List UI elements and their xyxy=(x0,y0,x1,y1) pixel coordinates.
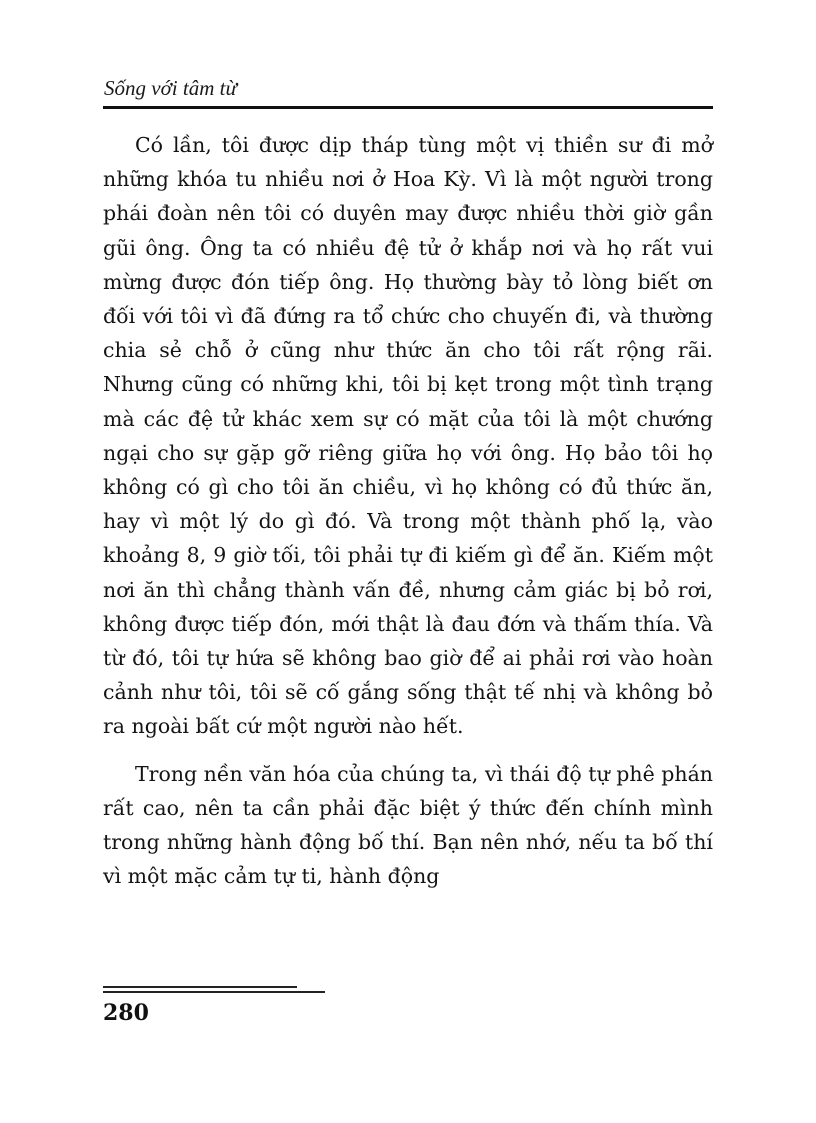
header-rule xyxy=(103,106,713,109)
running-head-title: Sống với tâm từ xyxy=(104,76,237,100)
paragraph: Trong nền văn hóa của chúng ta, vì thái độ tự phê phán rất cao, nên ta cần phải đặc biệt ý thức đến chính mình trong những hành động bố thí. Bạn nên nhớ, nếu ta bố thí vì một mặc cảm tự ti, hành động xyxy=(103,761,713,889)
page-number: 280 xyxy=(103,1000,149,1026)
body-text xyxy=(103,128,713,893)
paragraph: Có lần, tôi được dịp tháp tùng một vị thiền sư đi mở những khóa tu nhiều nơi ở Hoa Kỳ. Vì là một người trong phái đoàn nên tôi có duyên may được nhiều thời giờ gần gũi ông. Ông ta có nhiều đệ tử ở khắp nơi và họ rất vui mừng được đón tiếp ông. Họ thường bày tỏ lòng biết ơn đối với tôi vì đã đứng ra tổ chức cho chuyến đi, và thường chia sẻ chỗ ở cũng như thức ăn cho tôi rất rộng rãi. Nhưng cũng có những khi, tôi bị kẹt trong một tình trạng mà các đệ tử khác xem sự có mặt của tôi là một chướng ngại cho sự gặp gỡ riêng giữa họ với ông. Họ bảo tôi họ không có gì cho tôi ăn chiều, vì họ không có đủ thức ăn, hay vì một lý do gì đó. Và trong một thành phố lạ, vào khoảng 8, 9 giờ tối, tôi phải tự đi kiếm gì để ăn. Kiếm một nơi ăn thì chẳng thành vấn đề, nhưng cảm giác bị bỏ rơi, không được tiếp đón, mới thật là đau đớn và thấm thía. Và từ đó, tôi tự hứa sẽ không bao giờ để ai phải rơi vào hoàn cảnh như tôi, tôi sẽ cố gắng sống thật tế nhị và không bỏ ra ngoài bất cứ một người nào hết. xyxy=(103,133,713,739)
footer-rule xyxy=(103,991,325,993)
footer-rule-thin xyxy=(103,986,297,988)
